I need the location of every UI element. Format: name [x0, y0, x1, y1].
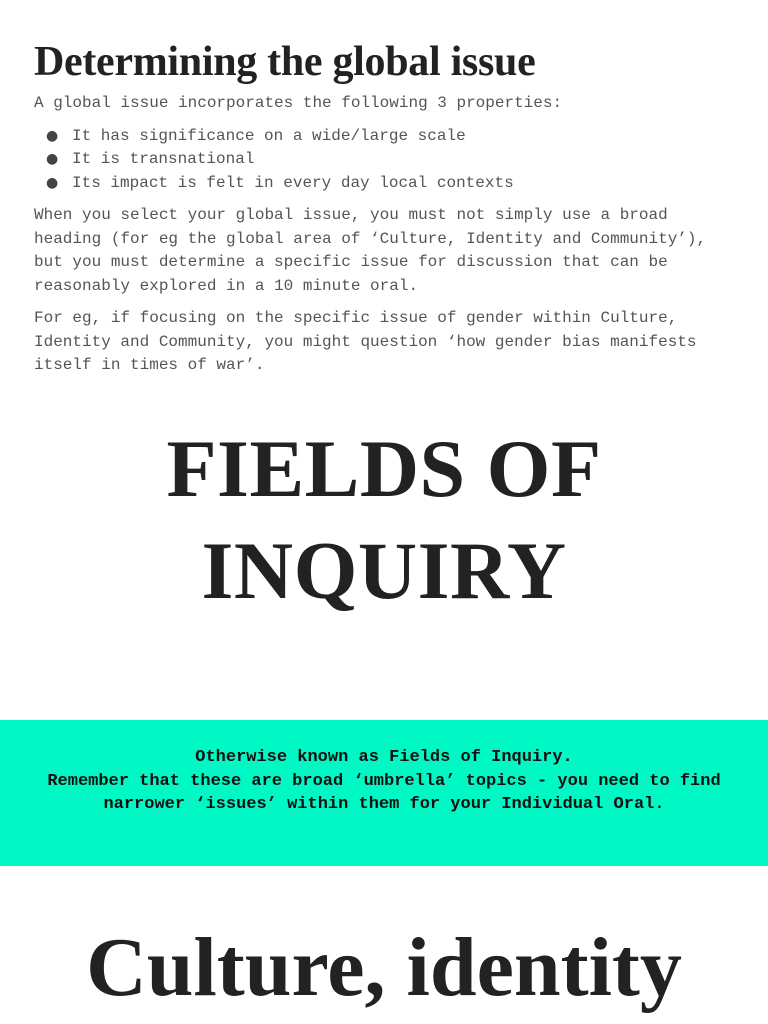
list-item: ● It is transnational: [46, 148, 734, 172]
info-banner: [0, 720, 768, 866]
page-heading: Determining the global issue: [34, 39, 536, 85]
intro-text: A global issue incorporates the following 3 properties:: [34, 94, 563, 112]
bullet-icon: ●: [46, 127, 59, 144]
bullet-icon: ●: [46, 151, 59, 167]
list-item: ● Its impact is felt in every day local contexts: [46, 172, 734, 196]
list-item: ● It has significance on a wide/large scale: [46, 125, 734, 149]
example-paragraph: For eg, if focusing on the specific issue of gender within Culture, Identity and Community, you might question ‘how gender bias manifests itself in times of war’.: [34, 309, 697, 374]
selection-paragraph: When you select your global issue, you must not simply use a broad heading (for eg the global area of ‘Culture, Identity and Community’), but you must determine a specific issue for discussion that can be reasonably explored in a 10 minute oral.: [34, 206, 707, 295]
banner-line-2: Remember that these are broad ‘umbrella’ topics - you need to find narrower ‘issues’ within them for your Individual Oral.: [47, 771, 721, 814]
properties-list: [34, 125, 734, 196]
culture-identity-title: Culture, identity: [86, 921, 682, 1014]
fields-of-inquiry-title: [34, 418, 734, 622]
bullet-icon: ●: [46, 174, 59, 191]
title-line-2: INQUIRY: [201, 524, 567, 616]
title-line-1: FIELDS OF: [166, 422, 602, 514]
banner-line-1: Otherwise known as Fields of Inquiry.: [195, 748, 573, 767]
